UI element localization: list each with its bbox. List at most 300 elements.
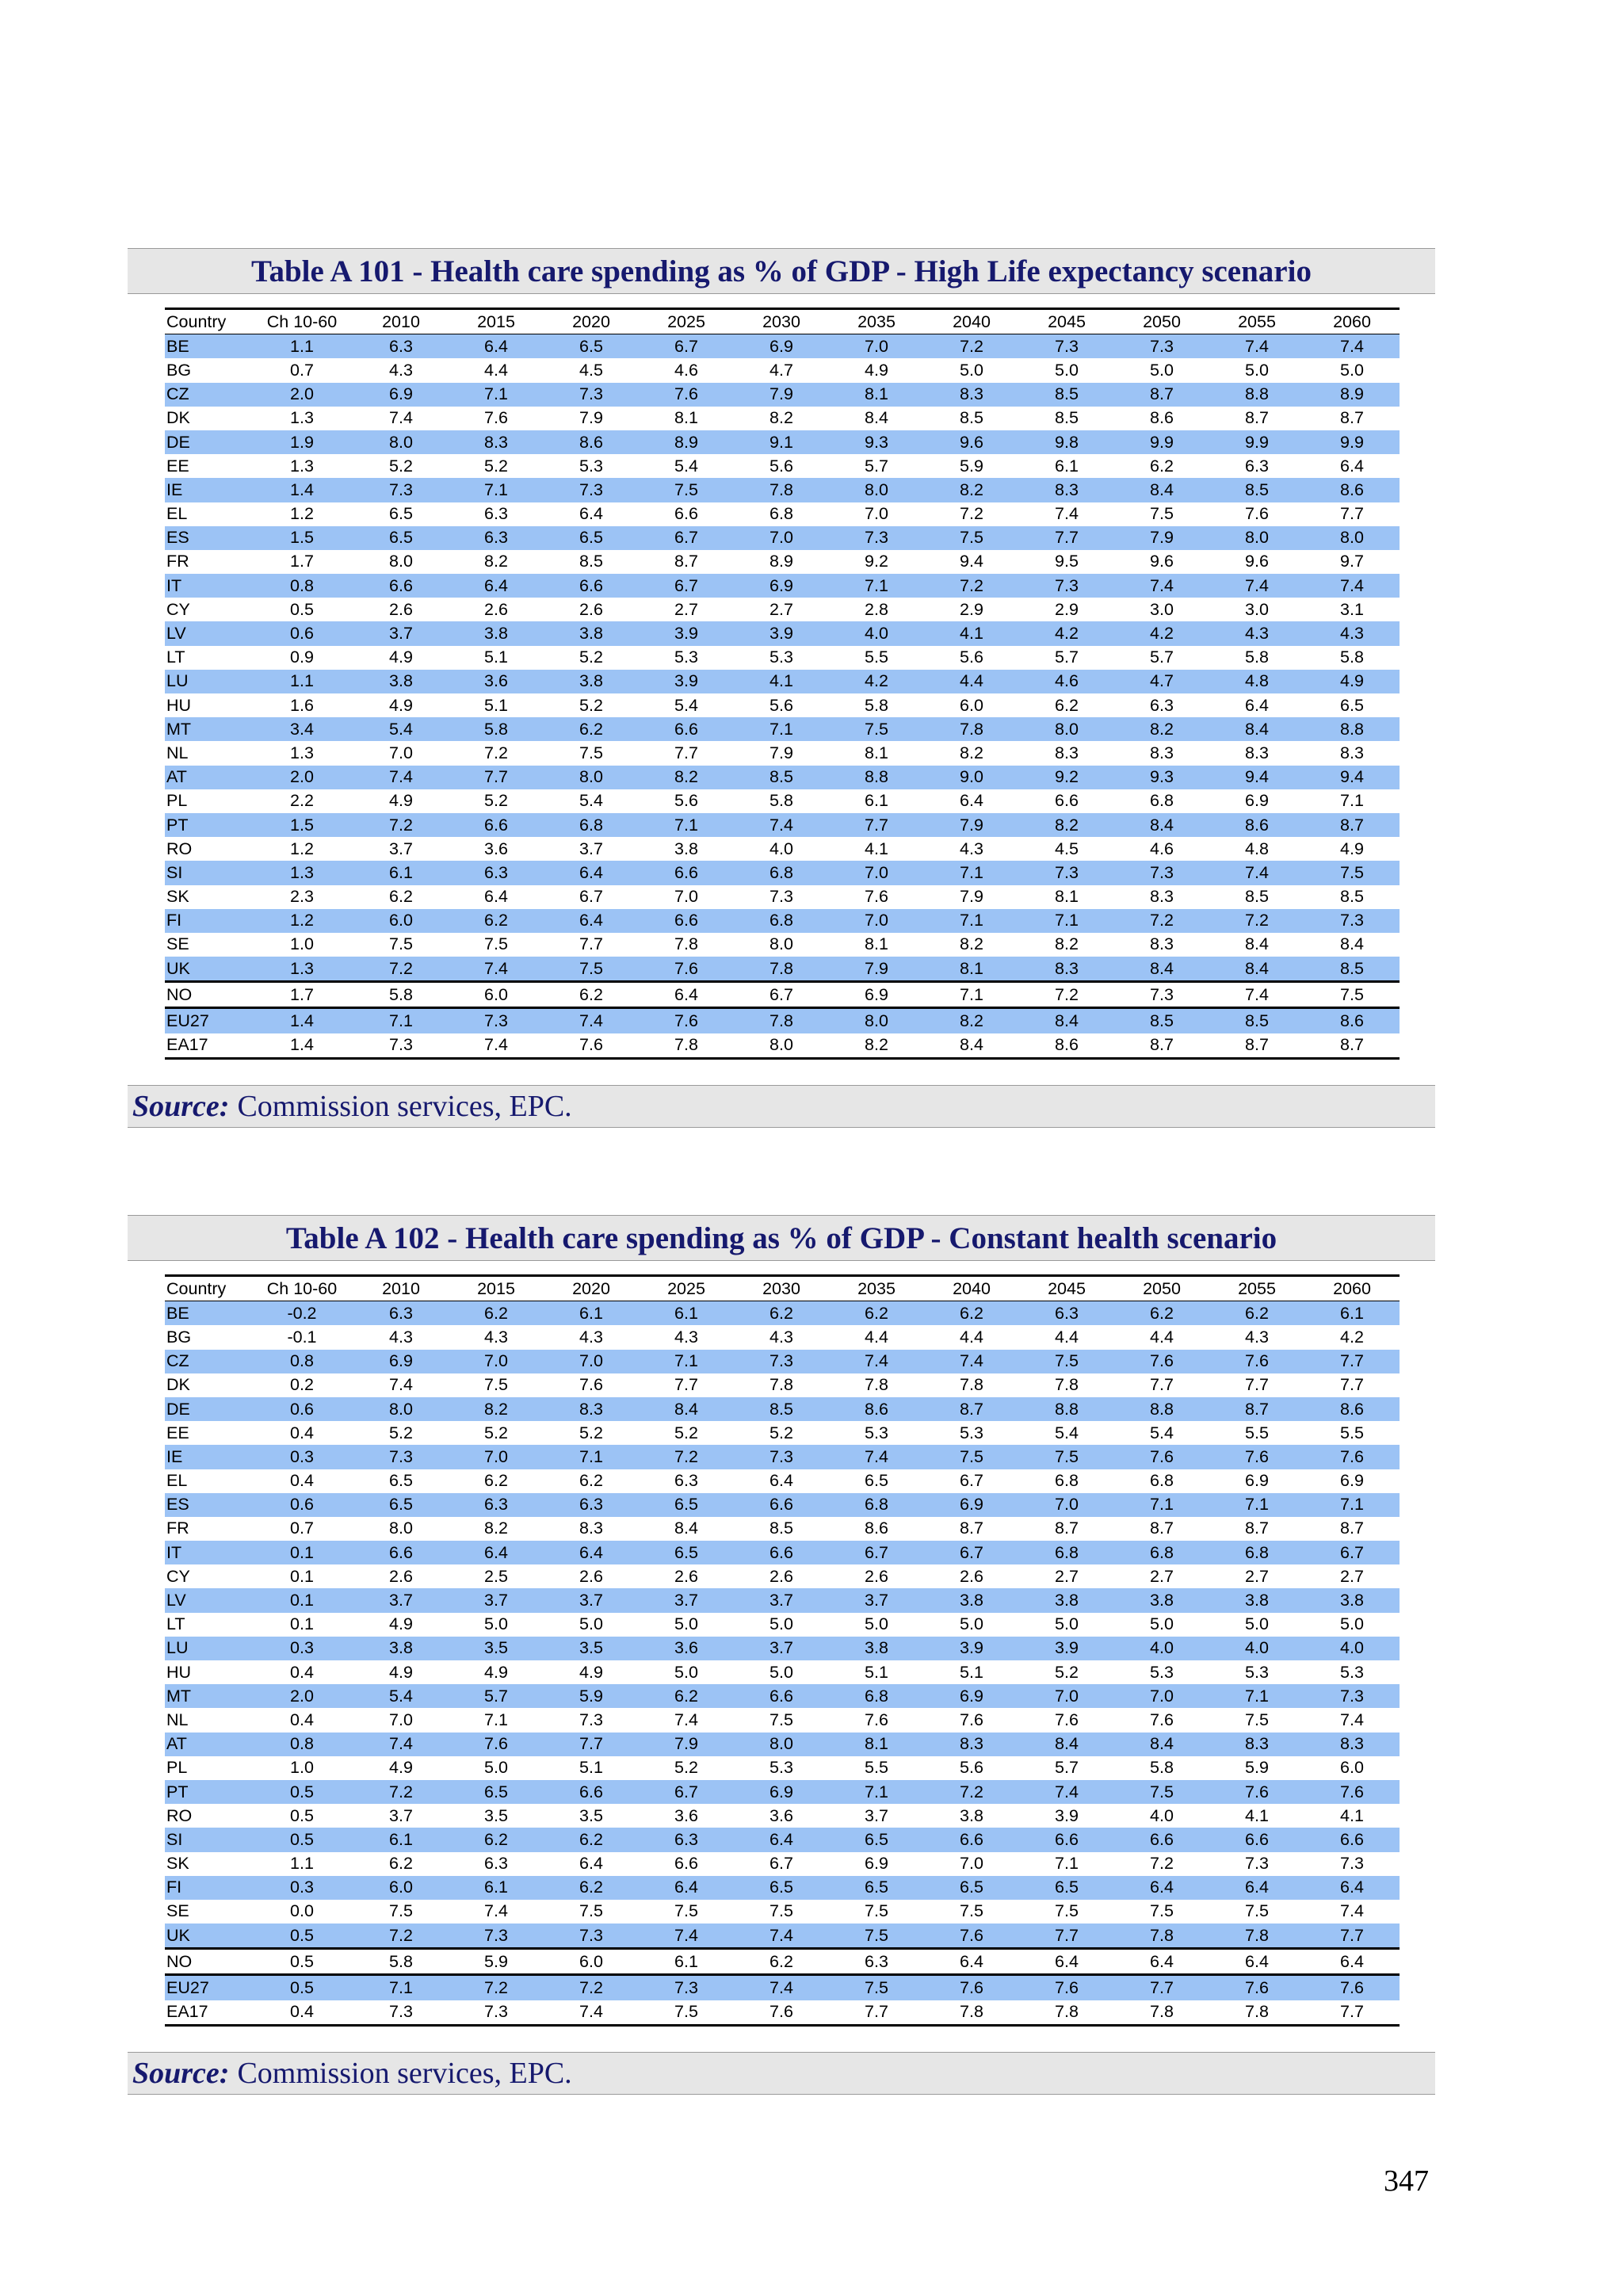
country-cell: LV <box>165 621 250 645</box>
country-cell: PL <box>166 791 188 811</box>
value-cell: 8.4 <box>1209 717 1304 741</box>
value-cell: 7.4 <box>734 1924 829 1949</box>
value-cell: 4.9 <box>579 1662 603 1682</box>
value-cell: 6.5 <box>1340 695 1364 715</box>
value-cell: 5.8 <box>1340 648 1364 667</box>
value-cell: 7.8 <box>1055 1375 1079 1395</box>
value-cell: 7.6 <box>1114 1350 1209 1373</box>
table-row <box>165 1325 1400 1349</box>
value-cell: 8.3 <box>1150 934 1174 954</box>
value-cell: 3.7 <box>389 839 413 858</box>
value-cell: 4.5 <box>1055 839 1079 858</box>
value-cell: 4.4 <box>960 1327 983 1347</box>
value-cell: 8.7 <box>1304 813 1400 837</box>
value-cell: -0.2 <box>250 1301 353 1326</box>
value-cell: 5.7 <box>449 1684 544 1708</box>
value-cell: 6.4 <box>1209 1876 1304 1900</box>
value-cell: 7.4 <box>353 1733 449 1756</box>
value-cell: 3.8 <box>960 1805 983 1825</box>
value-cell: 5.4 <box>353 1684 449 1708</box>
column-header: 2045 <box>1048 311 1086 331</box>
value-cell: 5.6 <box>960 648 983 667</box>
country-cell: NO <box>165 982 250 1008</box>
value-cell: 7.9 <box>1114 526 1209 550</box>
value-cell: 8.3 <box>1019 957 1114 982</box>
value-cell: 6.6 <box>1019 1828 1114 1851</box>
value-cell: 7.0 <box>865 504 888 524</box>
value-cell: 7.5 <box>484 1375 508 1395</box>
country-cell: HU <box>166 1662 192 1682</box>
value-cell: 7.8 <box>1209 1924 1304 1949</box>
value-cell: 8.0 <box>829 478 924 502</box>
country-cell: LT <box>166 1614 185 1634</box>
value-cell: 0.1 <box>250 1541 353 1564</box>
value-cell: 9.9 <box>1304 430 1400 454</box>
country-cell: FR <box>166 552 189 571</box>
value-cell: 7.3 <box>1019 861 1114 884</box>
table-row <box>165 1975 1400 2000</box>
value-cell: 8.1 <box>829 1733 924 1756</box>
value-cell: 7.5 <box>829 1975 924 2000</box>
value-cell: 7.3 <box>449 1924 544 1949</box>
table-row <box>165 717 1400 741</box>
value-cell: 5.3 <box>865 1423 888 1442</box>
value-cell: 2.6 <box>579 599 603 619</box>
table-row <box>165 526 1400 550</box>
value-cell: 8.7 <box>1114 383 1209 407</box>
value-cell: 7.6 <box>639 1008 734 1033</box>
value-cell: 4.2 <box>1114 621 1209 645</box>
value-cell: 7.2 <box>1209 909 1304 933</box>
value-cell: 7.1 <box>829 1780 924 1804</box>
value-cell: 7.4 <box>1114 574 1209 598</box>
country-cell: FR <box>166 1519 189 1538</box>
value-cell: 6.5 <box>639 1493 734 1517</box>
value-cell: 7.7 <box>829 813 924 837</box>
value-cell: 8.1 <box>674 408 698 428</box>
country-cell: NL <box>166 1710 189 1729</box>
value-cell: 6.7 <box>960 1471 983 1491</box>
value-cell: 0.1 <box>290 1614 314 1634</box>
value-cell: 7.7 <box>1019 1924 1114 1949</box>
value-cell: 8.2 <box>829 1033 924 1059</box>
value-cell: 8.9 <box>639 430 734 454</box>
value-cell: 4.4 <box>865 1327 888 1347</box>
value-cell: 6.4 <box>544 861 639 884</box>
value-cell: 3.8 <box>353 1637 449 1660</box>
value-cell: 5.1 <box>865 1662 888 1682</box>
value-cell: 7.4 <box>674 1710 698 1729</box>
country-cell: AT <box>165 1733 250 1756</box>
value-cell: 9.6 <box>1245 552 1269 571</box>
value-cell: 8.5 <box>1114 1008 1209 1033</box>
value-cell: 8.0 <box>1209 526 1304 550</box>
value-cell: 4.0 <box>1304 1637 1400 1660</box>
value-cell: 9.2 <box>865 552 888 571</box>
value-cell: 8.3 <box>1150 887 1174 907</box>
table-102-title: Table A 102 - Health care spending as % of GDP - Constant health scenario <box>285 1221 1277 1255</box>
value-cell: 6.4 <box>484 887 508 907</box>
value-cell: 7.8 <box>865 1375 888 1395</box>
value-cell: 1.6 <box>290 695 314 715</box>
value-cell: 8.3 <box>1340 743 1364 762</box>
value-cell: 7.4 <box>389 408 413 428</box>
value-cell: 6.0 <box>449 982 544 1008</box>
value-cell: 8.6 <box>1019 1033 1114 1059</box>
value-cell: 7.6 <box>1304 1780 1400 1804</box>
value-cell: 7.8 <box>639 1033 734 1059</box>
value-cell: 3.8 <box>1304 1588 1400 1612</box>
value-cell: 8.8 <box>1019 1397 1114 1421</box>
value-cell: 8.1 <box>924 957 1019 982</box>
value-cell: 0.8 <box>250 1350 353 1373</box>
value-cell: 9.9 <box>1114 430 1209 454</box>
value-cell: 7.6 <box>924 1975 1019 2000</box>
value-cell: 8.4 <box>674 1519 698 1538</box>
value-cell: 6.1 <box>353 861 449 884</box>
value-cell: 6.8 <box>829 1684 924 1708</box>
value-cell: 6.8 <box>1150 1471 1174 1491</box>
value-cell: 7.5 <box>769 1710 793 1729</box>
value-cell: 6.9 <box>865 1854 888 1874</box>
value-cell: 5.0 <box>484 1614 508 1634</box>
source-text: Commission services, EPC. <box>237 2057 572 2090</box>
value-cell: 8.3 <box>579 1519 603 1538</box>
value-cell: 8.7 <box>1340 1519 1364 1538</box>
table-row <box>165 1852 1400 1876</box>
country-cell: UK <box>165 957 250 982</box>
value-cell: 8.5 <box>579 552 603 571</box>
value-cell: 7.5 <box>1245 1710 1269 1729</box>
value-cell: 3.9 <box>1019 1637 1114 1660</box>
value-cell: 0.8 <box>250 574 353 598</box>
value-cell: 7.5 <box>769 1901 793 1921</box>
value-cell: 0.9 <box>290 648 314 667</box>
value-cell: 6.4 <box>1114 1876 1209 1900</box>
value-cell: 8.2 <box>484 552 508 571</box>
value-cell: 7.5 <box>674 1901 698 1921</box>
table-row <box>165 1637 1400 1660</box>
value-cell: 0.6 <box>250 1493 353 1517</box>
value-cell: 0.5 <box>290 1805 314 1825</box>
value-cell: 4.0 <box>1114 1637 1209 1660</box>
table-row <box>165 1301 1400 1326</box>
value-cell: 7.4 <box>544 1008 639 1033</box>
value-cell: 5.0 <box>960 360 983 380</box>
value-cell: 8.0 <box>1019 717 1114 741</box>
value-cell: 6.9 <box>734 334 829 359</box>
value-cell: 6.2 <box>544 1876 639 1900</box>
value-cell: 6.2 <box>734 1949 829 1975</box>
country-cell: EU27 <box>165 1008 250 1033</box>
value-cell: 7.2 <box>924 574 1019 598</box>
value-cell: 5.0 <box>1055 360 1079 380</box>
value-cell: 8.9 <box>769 552 793 571</box>
value-cell: 8.5 <box>734 766 829 789</box>
value-cell: 5.9 <box>449 1949 544 1975</box>
value-cell: 5.0 <box>674 1614 698 1634</box>
value-cell: 7.0 <box>389 1710 413 1729</box>
value-cell: 5.2 <box>579 648 603 667</box>
value-cell: 7.3 <box>1304 1684 1400 1708</box>
value-cell: 7.3 <box>769 887 793 907</box>
value-cell: 6.4 <box>734 1828 829 1851</box>
value-cell: 8.2 <box>960 743 983 762</box>
value-cell: 7.5 <box>639 2000 734 2026</box>
value-cell: 5.3 <box>769 648 793 667</box>
value-cell: 6.2 <box>1209 1301 1304 1326</box>
value-cell: 6.2 <box>484 1471 508 1491</box>
table-row <box>165 1733 1400 1756</box>
value-cell: 9.3 <box>829 430 924 454</box>
value-cell: 5.1 <box>484 648 508 667</box>
value-cell: 7.7 <box>579 934 603 954</box>
value-cell: 7.1 <box>924 861 1019 884</box>
value-cell: 7.5 <box>579 743 603 762</box>
value-cell: 8.3 <box>1304 1733 1400 1756</box>
value-cell: 5.0 <box>674 1662 698 1682</box>
value-cell: 5.8 <box>353 1949 449 1975</box>
table-row <box>165 1708 1400 1732</box>
value-cell: 7.7 <box>1245 1375 1269 1395</box>
value-cell: 6.5 <box>829 1876 924 1900</box>
value-cell: 6.2 <box>544 982 639 1008</box>
value-cell: 5.0 <box>1150 360 1174 380</box>
table-101-source <box>128 1085 1435 1128</box>
value-cell: 5.3 <box>674 648 698 667</box>
value-cell: 8.0 <box>353 1397 449 1421</box>
value-cell: 7.6 <box>734 2000 829 2026</box>
value-cell: 8.7 <box>1055 1519 1079 1538</box>
value-cell: 7.6 <box>484 408 508 428</box>
value-cell: 5.1 <box>960 1662 983 1682</box>
value-cell: 9.7 <box>1340 552 1364 571</box>
value-cell: 6.6 <box>544 574 639 598</box>
value-cell: 2.7 <box>1055 1566 1079 1586</box>
column-header: 2015 <box>477 1278 515 1298</box>
value-cell: 5.2 <box>389 1423 413 1442</box>
value-cell: 5.8 <box>769 791 793 811</box>
value-cell: 2.0 <box>250 766 353 789</box>
column-header: 2055 <box>1238 1278 1276 1298</box>
value-cell: 5.4 <box>1150 1423 1174 1442</box>
value-cell: 4.9 <box>1340 839 1364 858</box>
value-cell: 6.7 <box>639 574 734 598</box>
value-cell: 6.9 <box>1245 791 1269 811</box>
value-cell: 7.0 <box>829 861 924 884</box>
column-header: 2020 <box>572 311 610 331</box>
value-cell: 1.3 <box>250 861 353 884</box>
value-cell: 6.2 <box>544 1828 639 1851</box>
value-cell: 6.0 <box>544 1949 639 1975</box>
value-cell: 0.4 <box>290 1662 314 1682</box>
country-cell: BE <box>165 1301 250 1326</box>
value-cell: 2.7 <box>769 599 793 619</box>
country-cell: MT <box>165 1684 250 1708</box>
value-cell: 7.2 <box>1150 1854 1174 1874</box>
table-row <box>165 334 1400 359</box>
value-cell: 7.3 <box>639 1975 734 2000</box>
value-cell: 4.2 <box>1019 621 1114 645</box>
value-cell: 6.0 <box>353 1876 449 1900</box>
value-cell: 6.3 <box>353 334 449 359</box>
value-cell: 3.5 <box>544 1637 639 1660</box>
value-cell: 7.3 <box>1245 1854 1269 1874</box>
value-cell: 8.0 <box>734 1733 829 1756</box>
country-cell: SE <box>166 1901 189 1921</box>
value-cell: 7.0 <box>1019 1493 1114 1517</box>
value-cell: 6.7 <box>734 982 829 1008</box>
table-row <box>165 646 1400 670</box>
value-cell: 3.8 <box>1209 1588 1304 1612</box>
value-cell: 6.5 <box>353 526 449 550</box>
value-cell: 9.3 <box>1114 766 1209 789</box>
value-cell: 4.0 <box>769 839 793 858</box>
value-cell: 8.2 <box>924 478 1019 502</box>
table-row <box>165 885 1400 909</box>
table-row <box>165 1780 1400 1804</box>
value-cell: 7.5 <box>1055 1901 1079 1921</box>
value-cell: 7.3 <box>734 1445 829 1469</box>
table-row <box>165 407 1400 430</box>
table-row <box>165 1756 1400 1780</box>
value-cell: 6.9 <box>734 574 829 598</box>
value-cell: 8.3 <box>1245 743 1269 762</box>
value-cell: 4.2 <box>829 670 924 693</box>
value-cell: 6.6 <box>353 574 449 598</box>
value-cell: 5.8 <box>449 717 544 741</box>
value-cell: 7.5 <box>1304 861 1400 884</box>
value-cell: 7.3 <box>449 2000 544 2026</box>
table-row <box>165 1008 1400 1033</box>
table-row <box>165 1613 1400 1637</box>
value-cell: 0.5 <box>250 1949 353 1975</box>
value-cell: 7.6 <box>1304 1975 1400 2000</box>
value-cell: 0.7 <box>290 360 314 380</box>
value-cell: 4.3 <box>579 1327 603 1347</box>
value-cell: 6.7 <box>639 334 734 359</box>
table-row <box>165 550 1400 574</box>
value-cell: 6.3 <box>829 1949 924 1975</box>
value-cell: 6.2 <box>734 1301 829 1326</box>
table-row <box>165 1924 1400 1949</box>
value-cell: 0.4 <box>290 1423 314 1442</box>
value-cell: 7.7 <box>674 743 698 762</box>
value-cell: 0.7 <box>290 1519 314 1538</box>
value-cell: 5.5 <box>1340 1423 1364 1442</box>
value-cell: 4.9 <box>389 1758 413 1778</box>
table-row <box>165 813 1400 837</box>
value-cell: 5.3 <box>1150 1662 1174 1682</box>
value-cell: 7.8 <box>1209 2000 1304 2026</box>
value-cell: 3.9 <box>924 1637 1019 1660</box>
value-cell: 7.5 <box>924 526 1019 550</box>
value-cell: 7.3 <box>353 1445 449 1469</box>
table-row <box>165 741 1400 765</box>
value-cell: 2.6 <box>484 599 508 619</box>
value-cell: 1.1 <box>250 670 353 693</box>
value-cell: 8.5 <box>960 408 983 428</box>
value-cell: 6.3 <box>674 1471 698 1491</box>
value-cell: 0.5 <box>250 1828 353 1851</box>
value-cell: 5.0 <box>1245 360 1269 380</box>
value-cell: 4.1 <box>924 621 1019 645</box>
value-cell: 8.2 <box>1114 717 1209 741</box>
value-cell: 6.8 <box>734 861 829 884</box>
value-cell: 6.6 <box>1209 1828 1304 1851</box>
value-cell: 7.4 <box>1304 334 1400 359</box>
country-cell: EE <box>166 456 189 476</box>
value-cell: 8.8 <box>1209 383 1304 407</box>
value-cell: 8.7 <box>1245 1519 1269 1538</box>
value-cell: 3.7 <box>639 1588 734 1612</box>
value-cell: 7.8 <box>734 478 829 502</box>
country-cell: DE <box>165 430 250 454</box>
value-cell: 6.1 <box>544 1301 639 1326</box>
value-cell: 0.3 <box>250 1445 353 1469</box>
value-cell: 7.6 <box>1209 1780 1304 1804</box>
country-cell: NL <box>166 743 189 762</box>
value-cell: 7.2 <box>353 957 449 982</box>
value-cell: 7.0 <box>449 1445 544 1469</box>
table-row <box>165 1469 1400 1493</box>
value-cell: 8.4 <box>1209 957 1304 982</box>
value-cell: 9.4 <box>1304 766 1400 789</box>
value-cell: 7.1 <box>829 574 924 598</box>
value-cell: 8.4 <box>1114 957 1209 982</box>
table-row <box>165 454 1400 478</box>
value-cell: 8.2 <box>769 408 793 428</box>
value-cell: 7.5 <box>579 1901 603 1921</box>
table-row <box>165 1033 1400 1059</box>
value-cell: 7.0 <box>1114 1684 1209 1708</box>
value-cell: 7.6 <box>1150 1710 1174 1729</box>
value-cell: 6.6 <box>734 1684 829 1708</box>
value-cell: 7.8 <box>769 1375 793 1395</box>
value-cell: 7.5 <box>389 934 413 954</box>
value-cell: 5.4 <box>353 717 449 741</box>
value-cell: 7.8 <box>1114 1924 1209 1949</box>
value-cell: 4.3 <box>1209 621 1304 645</box>
table-row <box>165 502 1400 526</box>
value-cell: 6.4 <box>924 1949 1019 1975</box>
table-row <box>165 861 1400 884</box>
table-row <box>165 670 1400 693</box>
value-cell: 5.0 <box>1055 1614 1079 1634</box>
value-cell: 6.3 <box>484 504 508 524</box>
value-cell: 9.0 <box>924 766 1019 789</box>
value-cell: 8.5 <box>1209 478 1304 502</box>
value-cell: 8.8 <box>829 766 924 789</box>
value-cell: 0.5 <box>290 599 314 619</box>
value-cell: 6.9 <box>829 982 924 1008</box>
value-cell: 6.4 <box>449 334 544 359</box>
value-cell: 7.5 <box>1019 1445 1114 1469</box>
value-cell: 1.4 <box>250 1008 353 1033</box>
value-cell: 6.0 <box>353 909 449 933</box>
value-cell: 5.9 <box>1245 1758 1269 1778</box>
value-cell: 7.1 <box>639 1350 734 1373</box>
value-cell: 7.5 <box>924 1445 1019 1469</box>
column-header: 2060 <box>1333 311 1371 331</box>
table-row <box>165 1373 1400 1397</box>
table-row <box>165 621 1400 645</box>
value-cell: 6.4 <box>579 1854 603 1874</box>
value-cell: 7.5 <box>1304 982 1400 1008</box>
country-cell: SI <box>165 1828 250 1851</box>
value-cell: 4.3 <box>484 1327 508 1347</box>
value-cell: 5.0 <box>1150 1614 1174 1634</box>
